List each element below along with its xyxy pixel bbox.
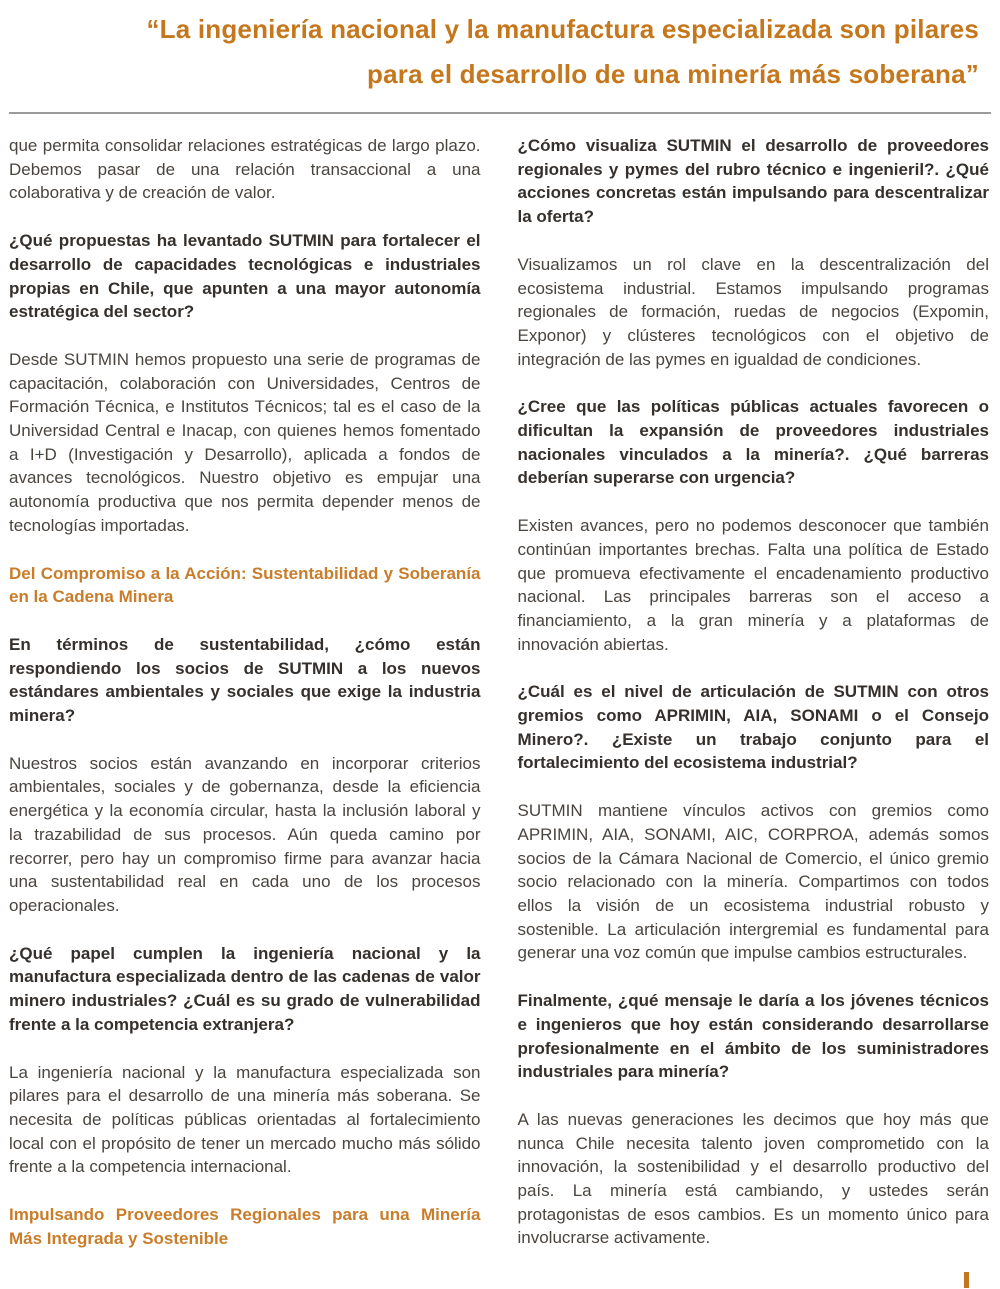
page-marker-bar — [964, 1272, 969, 1288]
section-heading: Impulsando Proveedores Regionales para una Minería Más Integrada y Sostenible — [9, 1205, 481, 1248]
interview-answer: Desde SUTMIN hemos propuesto una serie de programas de capacitación, colaboración con Universidades, Centros de Formación Técnica, e Institutos Técnicos; tal es el caso de la Universidad Central e Inacap, con quienes hemos fomentado a I+D (Investigación y Desarrollo), aplicada a fondos de avances tecnológicos. Nuestro objetivo es empujar una autonomía productiva que nos permita depender menos de tecnologías importadas. — [9, 349, 481, 535]
page-header — [0, 0, 1000, 97]
title-line-2: para el desarrollo de una minería más soberana” — [367, 59, 979, 89]
interview-question: ¿Cree que las políticas públicas actuales favorecen o dificultan la expansión de proveedores industriales nacionales vinculados a la minería?. ¿Qué barreras deberían superarse con urgencia? — [517, 397, 989, 488]
interview-question: ¿Qué propuestas ha levantado SUTMIN para fortalecer el desarrollo de capacidades tecnológicas e industriales propias en Chile, que apunten a una mayor autonomía estratégica del sector? — [9, 231, 481, 322]
interview-question: ¿Cómo visualiza SUTMIN el desarrollo de proveedores regionales y pymes del rubro técnico e ingenieril?. ¿Qué acciones concretas están impulsando para descentralizar la oferta? — [517, 136, 989, 227]
right-column — [518, 134, 990, 1250]
interview-answer: que permita consolidar relaciones estratégicas de largo plazo. Debemos pasar de una relación transaccional a una colaborativa y de creación de valor. — [9, 136, 481, 203]
title-line-1: “La ingeniería nacional y la manufactura especializada son pilares — [146, 14, 979, 44]
article-body — [0, 114, 1000, 1250]
interview-question: En términos de sustentabilidad, ¿cómo están respondiendo los socios de SUTMIN a los nuevos estándares ambientales y sociales que exige la industria minera? — [9, 634, 481, 726]
page-title — [0, 0, 1000, 97]
interview-answer: A las nuevas generaciones les decimos que hoy más que nunca Chile necesita talento joven comprometido con la innovación, la sostenibilidad y el desarrollo productivo del país. La minería está cambiando, y ustedes serán protagonistas de esos cambios. Es un momento único para involucrarse activamente. — [517, 1109, 989, 1248]
interview-question: ¿Cuál es el nivel de articulación de SUTMIN con otros gremios como APRIMIN, AIA, SONAMI o el Consejo Minero?. ¿Existe un trabajo conjunto para el fortalecimiento del ecosistema industrial? — [517, 682, 989, 773]
section-heading: Del Compromiso a la Acción: Sustentabilidad y Soberanía en la Cadena Minera — [9, 563, 481, 607]
interview-question: Finalmente, ¿qué mensaje le daría a los jóvenes técnicos e ingenieros que hoy están considerando desarrollarse profesionalmente en el ámbito de los suministradores industriales para minería? — [517, 991, 989, 1082]
left-column — [9, 134, 481, 1250]
interview-answer: Existen avances, pero no podemos desconocer que también continúan importantes brechas. Falta una política de Estado que promueva efectivamente el encadenamiento productivo nacional. Las principales barreras son el acceso a financiamiento, a la gran minería y a plataformas de innovación abiertas. — [517, 516, 989, 654]
interview-answer: La ingeniería nacional y la manufactura especializada son pilares para el desarrollo de una minería más soberana. Se necesita de políticas públicas orientadas al fortalecimiento local con el propósito de tener un mercado mucho más sólido frente a la competencia internacional. — [9, 1062, 481, 1177]
interview-answer: Visualizamos un rol clave en la descentralización del ecosistema industrial. Estamos impulsando programas regionales de formación, ruedas de negocios (Expomin, Exponor) y clústeres tecnológicos con el objetivo de integración de las pymes en igualdad de condiciones. — [517, 254, 989, 369]
interview-answer: SUTMIN mantiene vínculos activos con gremios como APRIMIN, AIA, SONAMI, AIC, CORPROA, además somos socios de la Cámara Nacional de Comercio, el único gremio socio relacionado con la minería. Compartimos con todos ellos la visión de un ecosistema industrial robusto y sostenible. La articulación intergremial es fundamental para generar una voz común que impulse cambios estructurales. — [517, 801, 989, 963]
interview-answer: Nuestros socios están avanzando en incorporar criterios ambientales, sociales y de gobernanza, desde la eficiencia energética y la economía circular, hasta la inclusión laboral y la trazabilidad de sus procesos. Aún queda camino por recorrer, pero hay un compromiso firme para avanzar hacia una sustentabilidad real en cada uno de los procesos operacionales. — [9, 753, 481, 915]
interview-question: ¿Qué papel cumplen la ingeniería nacional y la manufactura especializada dentro de las cadenas de valor minero industriales? ¿Cuál es su grado de vulnerabilidad frente a la competencia extranjera? — [9, 943, 481, 1034]
